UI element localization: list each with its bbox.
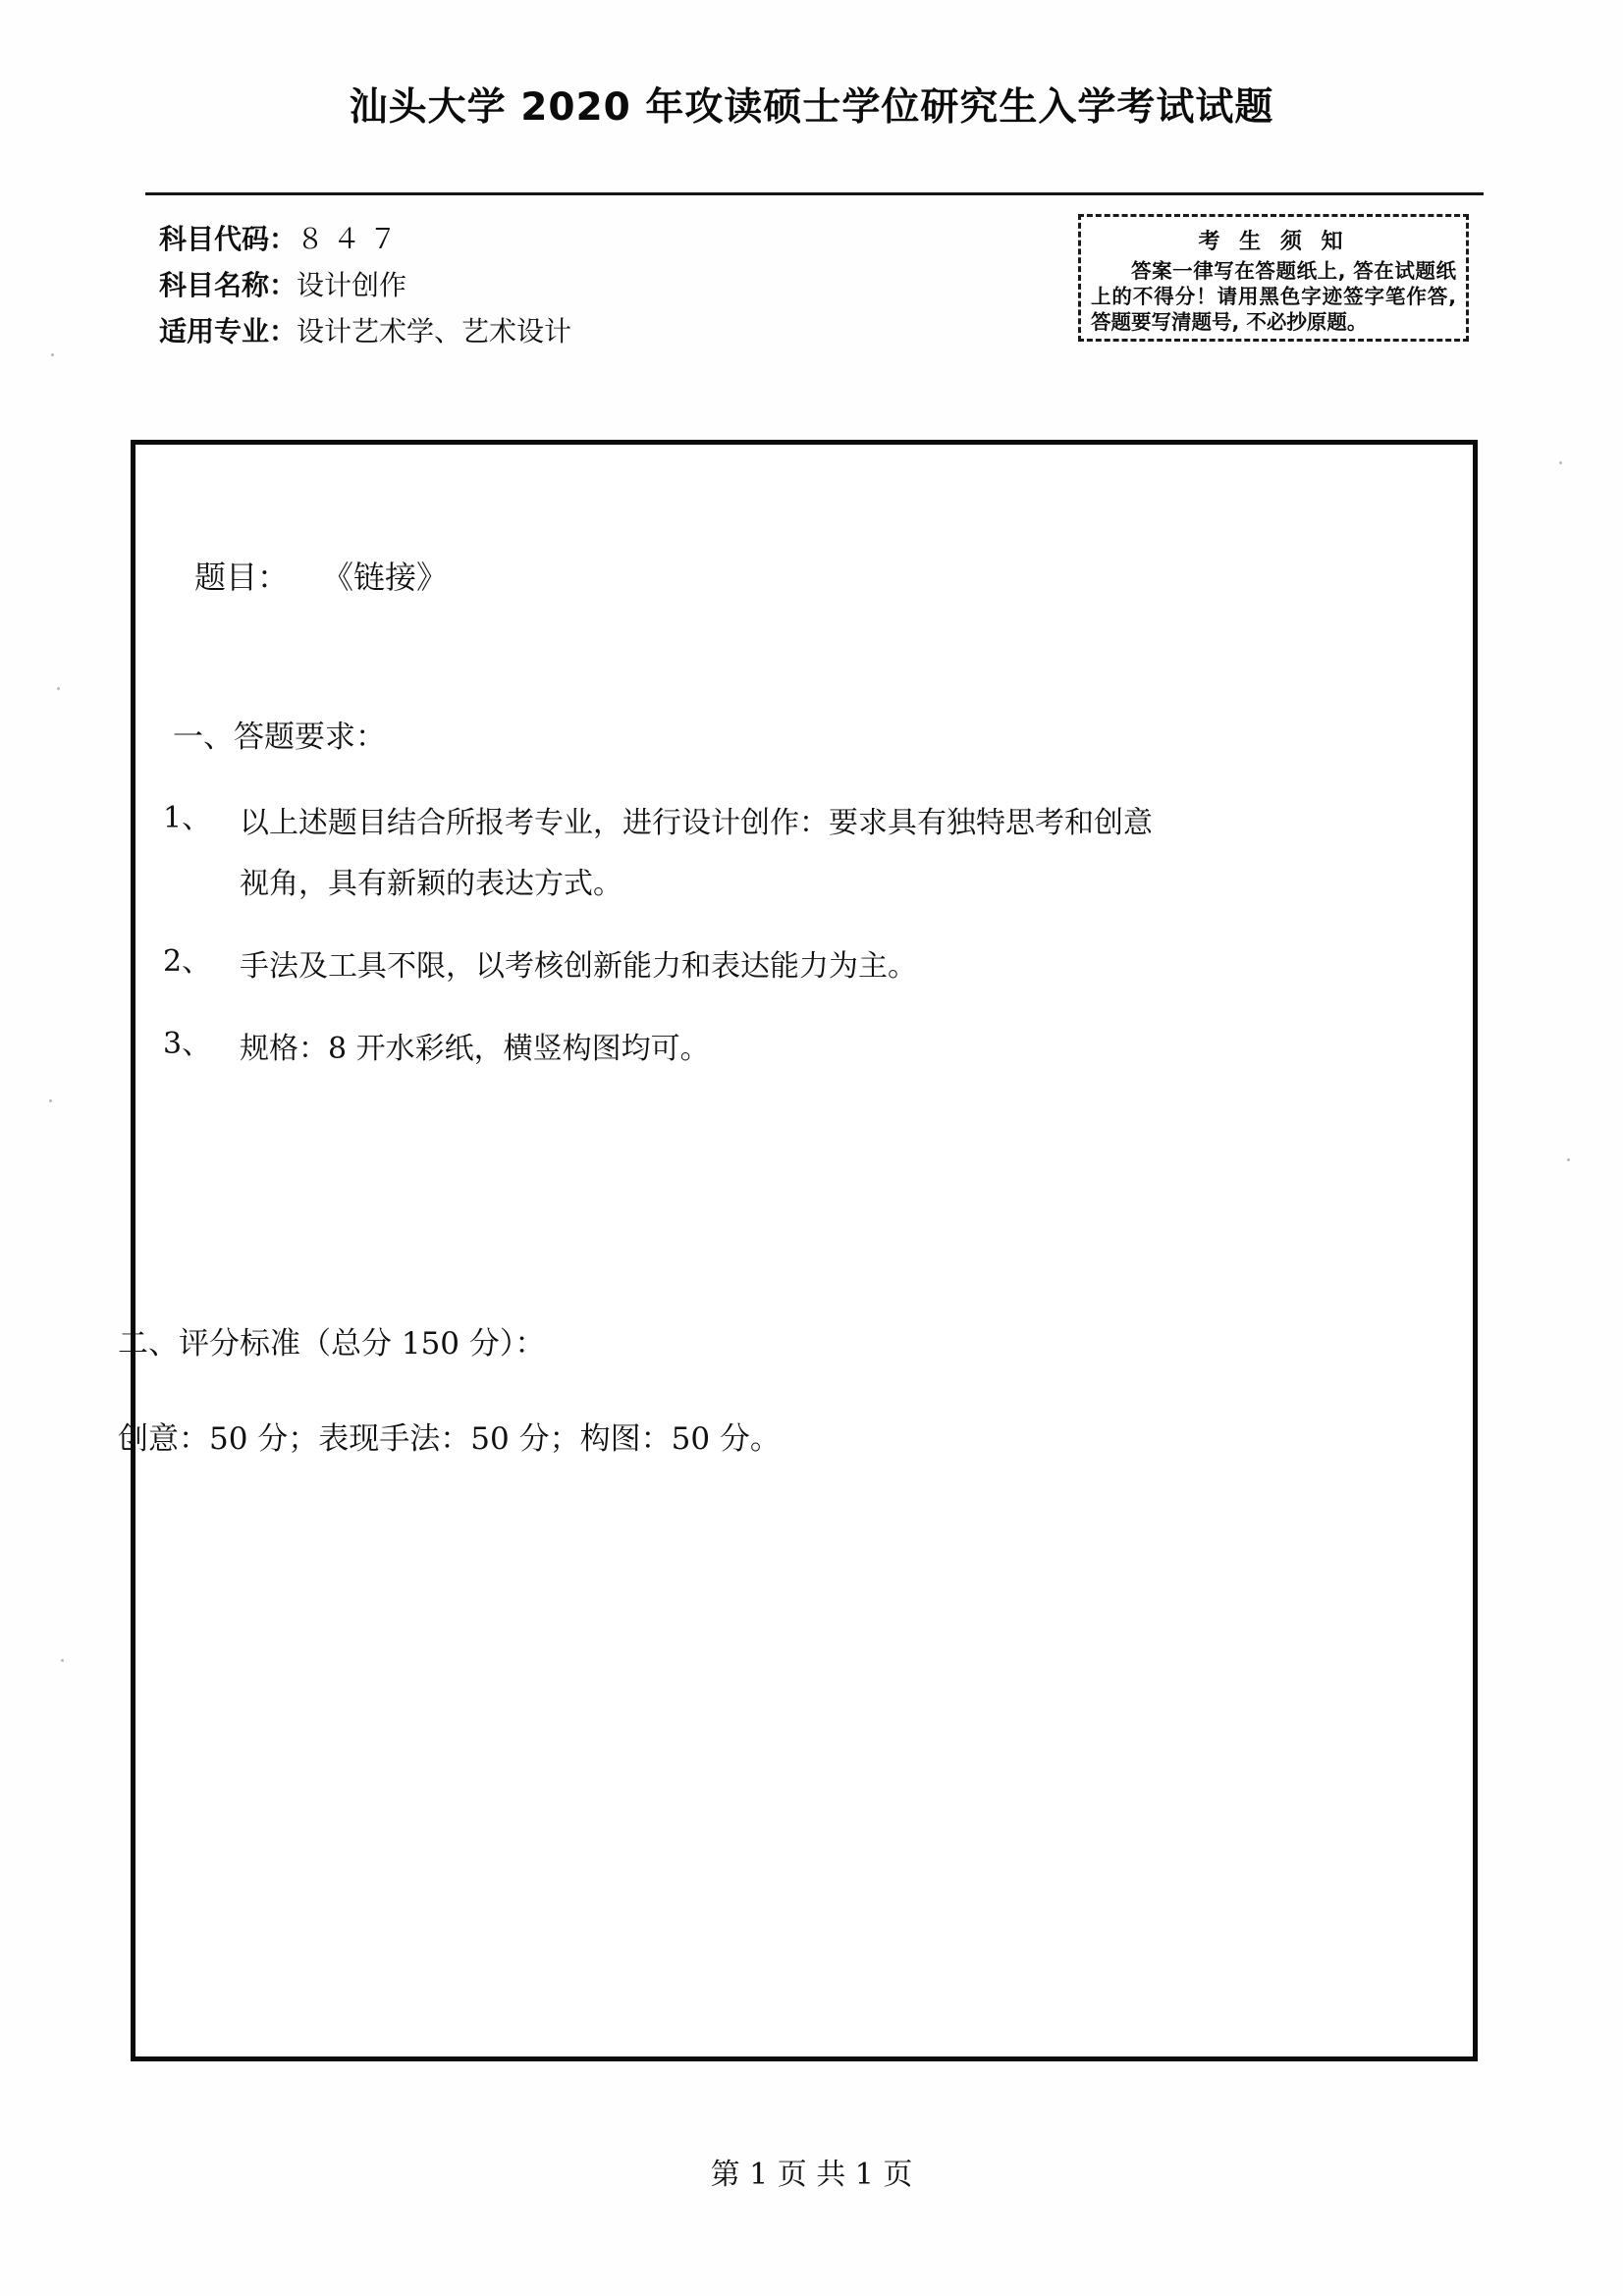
subject-major-line (159, 308, 905, 354)
scan-speckle (1567, 1158, 1570, 1161)
scan-speckle (57, 687, 60, 690)
subject-name-line (159, 262, 905, 308)
scan-speckle (61, 1659, 64, 1662)
subject-code-line (159, 216, 905, 262)
subject-code-value: ８４７ (297, 223, 406, 255)
requirement-text (240, 936, 1439, 997)
requirement-text (240, 793, 1439, 915)
list-item (163, 1019, 1439, 1080)
question-content-inner (118, 445, 1473, 2056)
question-content-box (118, 440, 1478, 2061)
subject-major-label: 适用专业： (159, 315, 298, 347)
requirement-text-main: 以上述题目结合所报考专业，进行设计创作：要求具有独特思考和创意 (240, 806, 1153, 840)
subject-info-block (159, 216, 905, 354)
requirement-text-cont: 视角，具有新颖的表达方式。 (240, 867, 622, 901)
question-title-line (194, 553, 448, 598)
requirement-number: 2、 (163, 944, 212, 979)
page-title: 汕头大学 2020 年攻读硕士学位研究生入学考试试题 (349, 85, 1274, 130)
notice-title: 考 生 须 知 (1198, 230, 1349, 254)
requirement-text-main: 规格：8 开水彩纸，横竖构图均可。 (240, 1032, 710, 1066)
subject-code-label: 科目代码： (159, 223, 298, 255)
page-footer: 第 1 页 共 1 页 (710, 2158, 913, 2192)
scan-speckle (51, 353, 54, 356)
header-divider (145, 192, 1484, 195)
requirement-text (240, 1019, 1439, 1080)
list-item (163, 793, 1439, 915)
notice-body: 答案一律写在答题纸上, 答在试题纸上的不得分！请用黑色字迹签字笔作答, 答题要写清题号, 不必抄原题。 (1091, 259, 1456, 334)
section-one-heading: 一、答题要求： (173, 720, 386, 755)
candidate-notice-box (1078, 214, 1469, 342)
grading-block (118, 1318, 1434, 1458)
score-breakdown-line: 创意：50 分；表现手法：50 分；构图：50 分。 (118, 1421, 781, 1457)
scan-speckle (49, 1099, 52, 1102)
subject-major-value: 设计艺术学、艺术设计 (297, 315, 572, 347)
requirement-number: 1、 (163, 801, 212, 835)
section-two-heading: 二、评分标准（总分 150 分）： (118, 1326, 546, 1362)
requirement-number: 3、 (163, 1027, 212, 1061)
list-item (163, 936, 1439, 997)
subject-name-label: 科目名称： (159, 269, 298, 301)
scan-speckle (1559, 461, 1562, 464)
requirements-list (163, 793, 1439, 1101)
question-label: 题目： (194, 559, 290, 596)
requirement-text-main: 手法及工具不限，以考核创新能力和表达能力为主。 (240, 949, 917, 984)
subject-name-value: 设计创作 (297, 269, 407, 301)
question-value: 《链接》 (322, 559, 449, 596)
